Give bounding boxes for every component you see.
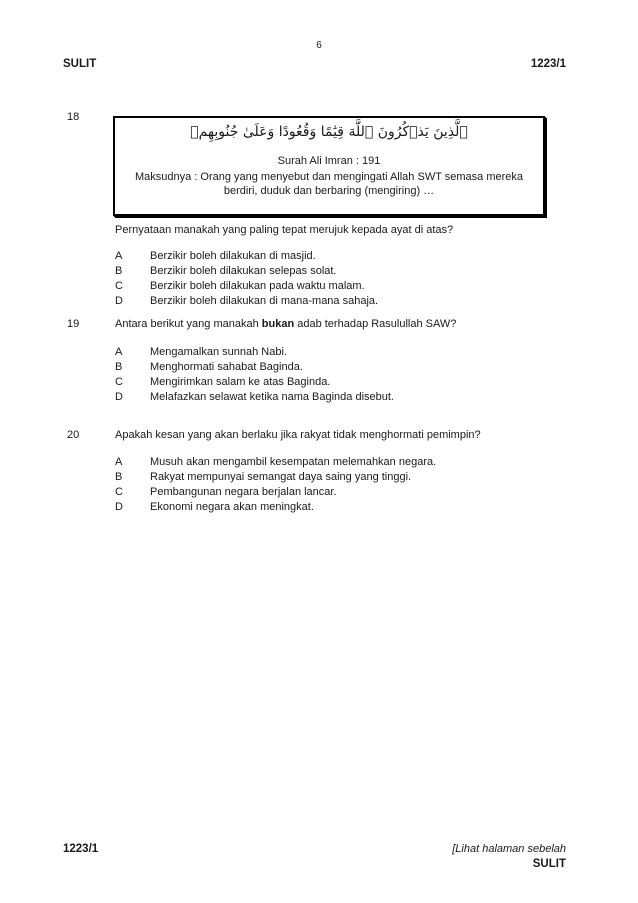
- page-number: 6: [316, 40, 322, 51]
- question-stem-18: Pernyataan manakah yang paling tepat merujuk kepada ayat di atas?: [115, 224, 454, 236]
- option-text: Mengirimkan salam ke atas Baginda.: [150, 376, 331, 388]
- option-text: Berzikir boleh dilakukan di mana-mana sahaja.: [150, 295, 379, 307]
- arabic-verse: ٱلَّذِينَ يَذۡكُرُونَ ٱللَّهَ قِيَٰمًا وَقُعُودًا وَعَلَىٰ جُنُوبِهِمۡ: [190, 124, 468, 140]
- option-letter: C: [115, 376, 123, 388]
- option-letter: A: [115, 346, 123, 358]
- option-text: Menghormati sahabat Baginda.: [150, 361, 303, 373]
- header-classification: SULIT: [63, 58, 97, 70]
- option-text: Ekonomi negara akan meningkat.: [150, 501, 314, 513]
- option-text: Musuh akan mengambil kesempatan melemahkan negara.: [150, 456, 437, 468]
- option-letter: B: [115, 361, 123, 373]
- question-stem-19: [115, 318, 456, 330]
- option-text: Berzikir boleh dilakukan pada waktu malam.: [150, 280, 365, 292]
- option-letter: D: [115, 295, 123, 307]
- question-stem-20: Apakah kesan yang akan berlaku jika rakyat tidak menghormati pemimpin?: [115, 429, 481, 441]
- question-number-18: 18: [67, 111, 80, 123]
- option-letter: A: [115, 250, 123, 262]
- stem-emphasis: bukan: [261, 318, 295, 330]
- option-letter: C: [115, 280, 123, 292]
- option-letter: A: [115, 456, 123, 468]
- verse-reference: Surah Ali Imran : 191: [277, 155, 381, 167]
- option-text: Melafazkan selawat ketika nama Baginda disebut.: [150, 391, 394, 403]
- option-text: Berzikir boleh dilakukan selepas solat.: [150, 265, 337, 277]
- question-number-19: 19: [67, 318, 80, 330]
- option-letter: C: [115, 486, 123, 498]
- option-letter: B: [115, 471, 123, 483]
- stem-text-before: Antara berikut yang manakah: [115, 318, 262, 330]
- option-text: Mengamalkan sunnah Nabi.: [150, 346, 287, 358]
- option-letter: D: [115, 391, 123, 403]
- header-paper-code: 1223/1: [530, 58, 566, 70]
- footer-classification: SULIT: [532, 858, 566, 870]
- verse-meaning-line-2: berdiri, duduk dan berbaring (mengiring) …: [223, 185, 435, 197]
- option-text: Rakyat mempunyai semangat daya saing yang tinggi.: [150, 471, 412, 483]
- verse-box: [113, 116, 545, 216]
- footer-paper-code: 1223/1: [63, 843, 99, 855]
- verse-meaning: [123, 170, 535, 198]
- option-letter: B: [115, 265, 123, 277]
- footer-next-page-note: [Lihat halaman sebelah: [452, 843, 566, 855]
- option-letter: D: [115, 501, 123, 513]
- verse-meaning-line-1: Maksudnya : Orang yang menyebut dan mengingati Allah SWT semasa mereka: [134, 171, 524, 183]
- stem-text-after: adab terhadap Rasulullah SAW?: [294, 318, 457, 330]
- option-text: Berzikir boleh dilakukan di masjid.: [150, 250, 316, 262]
- option-text: Pembangunan negara berjalan lancar.: [150, 486, 337, 498]
- question-number-20: 20: [67, 429, 80, 441]
